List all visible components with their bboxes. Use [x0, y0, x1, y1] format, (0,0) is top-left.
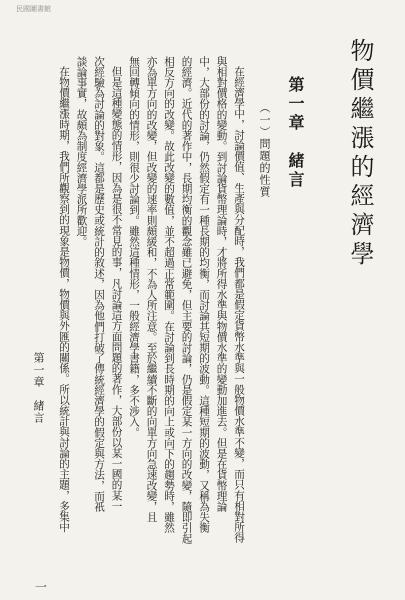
- body-column: 在物價繼漲時期，我們所觀察到的現象是物價，物價與外匯的關係。所以統計與討論的主題，多集中: [58, 66, 70, 533]
- body-column: 但是這種變態的情形，因為是很不常見的事，凡討論這方面問題的著作，大部份以某一國的某一: [110, 66, 123, 512]
- library-stamp: 民國圖書館: [16, 5, 51, 13]
- body-column: 相反方向的改變。故此改變的數值，並不超過正常範圍。在討論到長時期的向上或向下的趨勢時，雖然: [163, 56, 175, 533]
- running-header: 第一章 緒言: [32, 352, 45, 424]
- body-column: 無回轉傾向的情形，則很少討論到。雖然這種情形，一般經濟學書籍，多不涉入。: [128, 56, 140, 438]
- body-column: 在經濟學中，討論價值、生產與分配時，我們都是假定貨幣水準與一般物價水準不變，而只有相對所得: [233, 66, 245, 543]
- section-heading: （一）問題的性質: [258, 102, 271, 198]
- body-column: 與相對價格的變動。到討論貨幣理論時，才將所得水準與物價水準的變動加進去。但是在貨幣理論: [215, 56, 228, 512]
- body-column: 次經驗為討論的對象。這都是歷史或統計的敘述，因為他們打破了傳統經濟學的假定與方法，而祇: [93, 56, 105, 512]
- page-number: 一: [34, 580, 47, 594]
- body-column: 的經濟。近代的著作中，長期均衡的觀念雖已避免，但主要的討論，仍是假定某一方向的改變，隨即引起: [180, 56, 193, 544]
- book-title: 物價繼漲的經濟學: [346, 38, 374, 270]
- body-column: 中，大部份的討論，仍然假定有一種長期的均衡，而討論其短期的波動。這種短期的波動，又稱為失衡: [198, 56, 210, 533]
- body-column: 談論事實，故頗為制度經濟學派所歡迎。: [75, 56, 88, 247]
- chapter-heading: 第一章 緒言: [286, 76, 305, 190]
- body-column: 亦為單方向的改變，但改變的速率則頗緩和，不為人所注意。至於繼續不斷的向單方向急速改變，且: [145, 56, 158, 523]
